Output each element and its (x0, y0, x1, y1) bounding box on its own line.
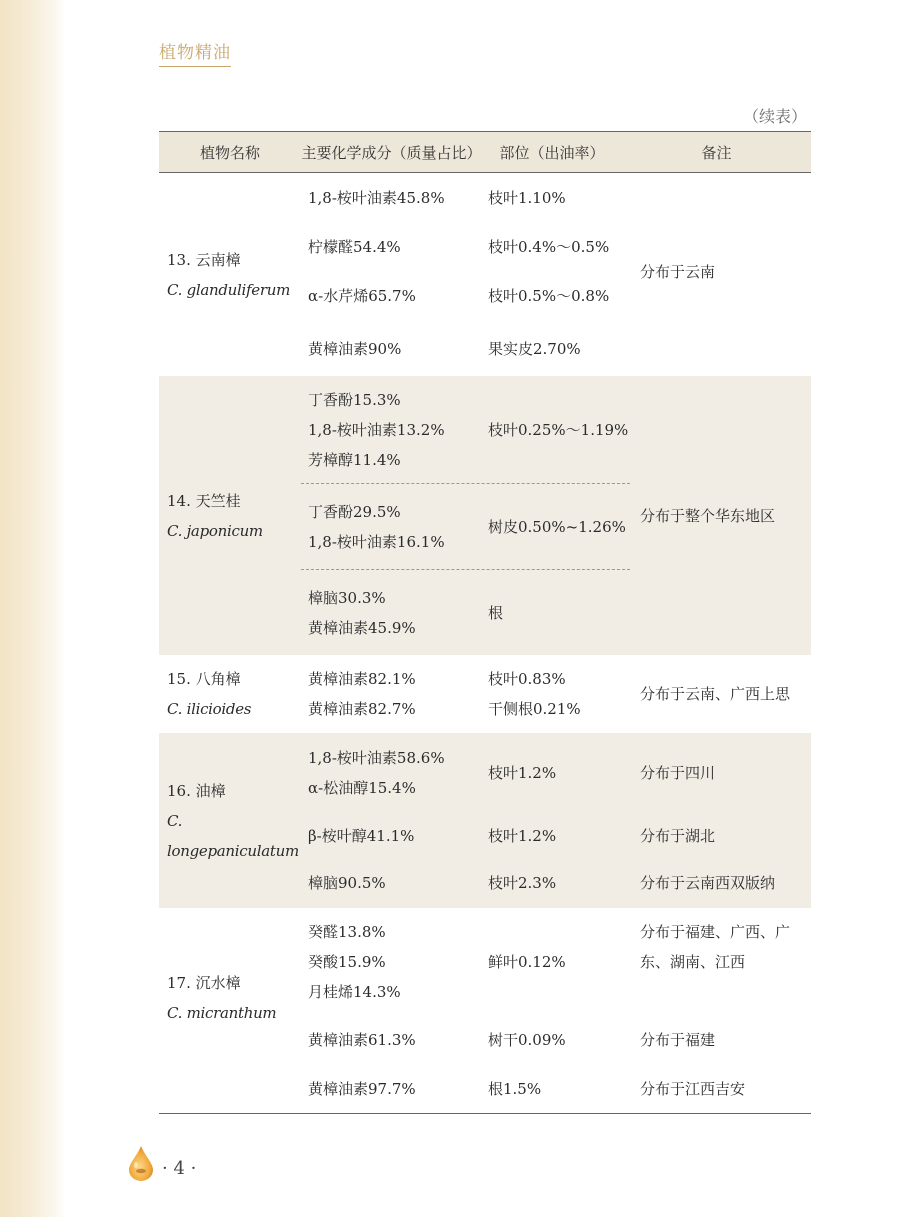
part-yield: 枝叶0.4%～0.5% (488, 238, 610, 256)
plant-latin-name: C. glanduliferum (167, 280, 291, 299)
table-bottom-rule (159, 1113, 811, 1114)
table-row (301, 376, 630, 483)
plant-name: 13. 云南樟 (167, 250, 241, 269)
decorative-side-band (0, 0, 66, 1217)
oil-drop-icon (126, 1144, 156, 1182)
plant-name: 16. 油樟 (167, 781, 226, 800)
plant-group-14 (159, 376, 811, 655)
part-yield: 鲜叶0.12% (488, 953, 566, 971)
component: 樟脑30.3% (308, 588, 386, 607)
part-yield: 枝叶1.10% (488, 189, 566, 207)
part-yield: 树皮0.50%~1.26% (488, 517, 626, 536)
plant-group-16 (159, 733, 811, 908)
plant-group-13 (159, 173, 811, 376)
table-row (301, 908, 811, 1016)
page-footer (126, 1144, 196, 1182)
component: α-水芹烯65.7% (308, 287, 416, 305)
plant-name-cell (159, 376, 301, 655)
component: 黄樟油素82.1% (308, 670, 416, 688)
table-row (301, 1064, 811, 1113)
continued-label: （续表） (742, 107, 807, 126)
table-row (301, 655, 630, 733)
plant-name-cell (159, 908, 301, 1113)
component: 丁香酚29.5% (308, 502, 401, 521)
plant-latin-name: C. micranthum (167, 1004, 277, 1022)
component: 1,8-桉叶油素13.2% (308, 420, 445, 439)
component: 芳樟醇11.4% (308, 450, 401, 469)
part-yield: 枝叶1.2% (488, 764, 557, 782)
table-row (301, 271, 630, 321)
col-header-plant-name: 植物名称 (199, 143, 260, 162)
component: β-桉叶醇41.1% (308, 826, 415, 845)
part-yield: 枝叶0.83% (488, 670, 566, 688)
component: 丁香酚15.3% (308, 390, 401, 409)
distribution-note: 分布于江西吉安 (640, 1079, 746, 1098)
plant-name-cell (159, 173, 301, 376)
part-yield: 枝叶0.5%～0.8% (488, 287, 610, 305)
table-row (301, 223, 630, 271)
plant-name: 14. 天竺桂 (167, 491, 241, 510)
distribution-note: 东、湖南、江西 (640, 953, 746, 971)
part-yield: 枝叶2.3% (488, 874, 557, 892)
part-yield: 果实皮2.70% (488, 339, 581, 358)
component: 癸醛13.8% (308, 923, 386, 941)
col-header-part-yield: 部位（出油率） (499, 143, 605, 162)
table-row (301, 321, 630, 376)
plant-group-17 (159, 908, 811, 1113)
essential-oil-table (159, 131, 811, 1114)
plant-group-15 (159, 655, 811, 733)
component: α-松油醇15.4% (308, 779, 416, 797)
component: 月桂烯14.3% (308, 983, 401, 1001)
plant-latin-name: C. ilicioides (167, 700, 252, 718)
note-cell (630, 376, 811, 655)
component: 黄樟油素97.7% (308, 1079, 416, 1098)
table-row (301, 733, 811, 813)
table-row (301, 858, 811, 908)
page-number: · 4 · (162, 1157, 197, 1179)
component: 1,8-桉叶油素16.1% (308, 532, 445, 551)
component: 黄樟油素61.3% (308, 1031, 416, 1049)
note-cell (630, 173, 811, 376)
distribution-note: 分布于福建、广西、广 (640, 923, 791, 941)
plant-latin-name: C. japonicum (167, 521, 263, 540)
plant-name-cell (159, 655, 301, 733)
plant-latin-name: C. longepaniculatum (167, 811, 299, 860)
component: 黄樟油素90% (308, 339, 402, 358)
distribution-note: 分布于云南西双版纳 (640, 874, 776, 892)
table-row (301, 569, 630, 655)
component: 黄樟油素82.7% (308, 700, 416, 718)
distribution-note: 分布于湖北 (640, 826, 716, 845)
part-yield: 树干0.09% (488, 1031, 566, 1049)
distribution-note: 分布于云南 (640, 262, 716, 281)
plant-name: 15. 八角樟 (167, 670, 241, 688)
table-row (301, 1016, 811, 1064)
col-header-chemical-components: 主要化学成分（质量占比） (301, 143, 482, 162)
distribution-note: 分布于四川 (640, 764, 716, 782)
plant-name: 17. 沉水樟 (167, 974, 241, 992)
part-yield: 根1.5% (488, 1079, 542, 1098)
distribution-note: 分布于福建 (640, 1031, 716, 1049)
col-header-notes: 备注 (701, 143, 732, 162)
part-yield: 干侧根0.21% (488, 700, 581, 718)
component: 1,8-桉叶油素58.6% (308, 749, 445, 767)
component: 黄樟油素45.9% (308, 618, 416, 637)
table-row (301, 813, 811, 858)
part-yield: 枝叶0.25%～1.19% (488, 420, 629, 439)
component: 癸酸15.9% (308, 953, 386, 971)
component: 樟脑90.5% (308, 874, 386, 892)
table-row (301, 173, 630, 223)
note-cell (630, 655, 811, 733)
running-head: 植物精油 (159, 38, 231, 67)
component: 1,8-桉叶油素45.8% (308, 189, 445, 207)
table-row (301, 483, 630, 569)
component: 柠檬醛54.4% (308, 238, 401, 256)
part-yield: 根 (488, 603, 504, 622)
distribution-note: 分布于云南、广西上思 (640, 685, 791, 703)
plant-name-cell (159, 733, 301, 908)
part-yield: 枝叶1.2% (488, 826, 557, 845)
distribution-note: 分布于整个华东地区 (640, 506, 776, 525)
table-header (159, 131, 811, 173)
